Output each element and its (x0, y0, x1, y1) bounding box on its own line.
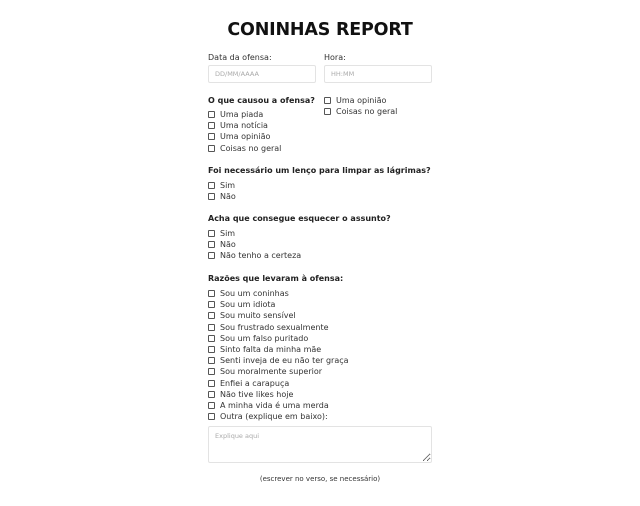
page-title: CONINHAS REPORT (227, 20, 413, 40)
option-label: Sinto falta da minha mãe (220, 345, 322, 355)
checkbox[interactable] (208, 182, 215, 189)
tissue-option[interactable] (208, 191, 236, 202)
forget-option[interactable] (208, 250, 301, 261)
checkbox[interactable] (208, 193, 215, 200)
reason-option[interactable] (208, 366, 349, 377)
option-label: Não tive likes hoje (220, 389, 294, 399)
checkbox[interactable] (208, 413, 215, 420)
reason-option[interactable] (208, 355, 349, 366)
option-label: Uma notícia (220, 121, 268, 131)
option-label: Coisas no geral (220, 143, 282, 153)
time-label: Hora: (324, 53, 346, 62)
option-label: A minha vida é uma merda (220, 400, 329, 410)
reason-option[interactable] (208, 333, 349, 344)
checkbox[interactable] (208, 391, 215, 398)
checkbox[interactable] (324, 97, 331, 104)
cause-option[interactable] (208, 143, 281, 154)
reason-option[interactable] (208, 400, 349, 411)
checkbox[interactable] (208, 122, 215, 129)
option-label: Sou muito sensível (220, 311, 296, 321)
option-label: Sou um coninhas (220, 289, 289, 299)
tissue-option[interactable] (208, 180, 236, 191)
reason-option[interactable] (208, 299, 349, 310)
option-label: Coisas no geral (336, 107, 398, 117)
option-label: Uma piada (220, 110, 264, 120)
question-cause-options (208, 109, 281, 154)
question-tissue-title: Foi necessário um lenço para limpar as lágrimas? (208, 166, 431, 175)
reason-option[interactable] (208, 411, 349, 422)
question-forget-options (208, 228, 301, 262)
checkbox[interactable] (208, 380, 215, 387)
checkbox[interactable] (208, 111, 215, 118)
explain-textarea[interactable] (208, 426, 432, 463)
question-cause-options-extra (324, 95, 397, 117)
reason-option[interactable] (208, 378, 349, 389)
checkbox[interactable] (208, 324, 215, 331)
checkbox[interactable] (208, 346, 215, 353)
option-label: Não tenho a certeza (220, 251, 302, 261)
checkbox[interactable] (208, 312, 215, 319)
checkbox[interactable] (208, 368, 215, 375)
checkbox[interactable] (208, 241, 215, 248)
option-label: Senti inveja de eu não ter graça (220, 356, 349, 366)
question-tissue-options (208, 180, 236, 202)
checkbox[interactable] (208, 357, 215, 364)
date-input[interactable] (208, 65, 316, 83)
cause-option[interactable] (208, 120, 281, 131)
option-label: Sou um idiota (220, 300, 276, 310)
reason-option[interactable] (208, 310, 349, 321)
checkbox[interactable] (208, 145, 215, 152)
reason-option[interactable] (208, 288, 349, 299)
question-cause-title: O que causou a ofensa? (208, 96, 315, 105)
reason-option[interactable] (208, 344, 349, 355)
option-label: Sim (220, 181, 236, 191)
checkbox[interactable] (208, 402, 215, 409)
option-label: Uma opinião (220, 132, 271, 142)
option-label: Não (220, 192, 236, 202)
checkbox[interactable] (208, 335, 215, 342)
option-label: Outra (explique em baixo): (220, 412, 328, 422)
checkbox[interactable] (324, 108, 331, 115)
reason-option[interactable] (208, 389, 349, 400)
forget-option[interactable] (208, 228, 301, 239)
option-label: Não (220, 240, 236, 250)
question-reasons-options (208, 288, 349, 422)
option-label: Sou frustrado sexualmente (220, 322, 329, 332)
cause-option[interactable] (324, 106, 397, 117)
checkbox[interactable] (208, 230, 215, 237)
cause-option[interactable] (208, 131, 281, 142)
footnote: (escrever no verso, se necessário) (259, 475, 381, 483)
reason-option[interactable] (208, 322, 349, 333)
time-input[interactable] (324, 65, 432, 83)
cause-option[interactable] (208, 109, 281, 120)
forget-option[interactable] (208, 239, 301, 250)
option-label: Sou um falso puritado (220, 333, 309, 343)
cause-option[interactable] (324, 95, 397, 106)
checkbox[interactable] (208, 290, 215, 297)
option-label: Sim (220, 229, 236, 239)
checkbox[interactable] (208, 252, 215, 259)
question-reasons-title: Razões que levaram à ofensa: (208, 274, 344, 283)
option-label: Uma opinião (336, 96, 387, 106)
question-forget-title: Acha que consegue esquecer o assunto? (208, 214, 391, 223)
date-label: Data da ofensa: (208, 53, 272, 62)
option-label: Enfiei a carapuça (220, 378, 290, 388)
option-label: Sou moralmente superior (220, 367, 323, 377)
checkbox[interactable] (208, 133, 215, 140)
checkbox[interactable] (208, 301, 215, 308)
